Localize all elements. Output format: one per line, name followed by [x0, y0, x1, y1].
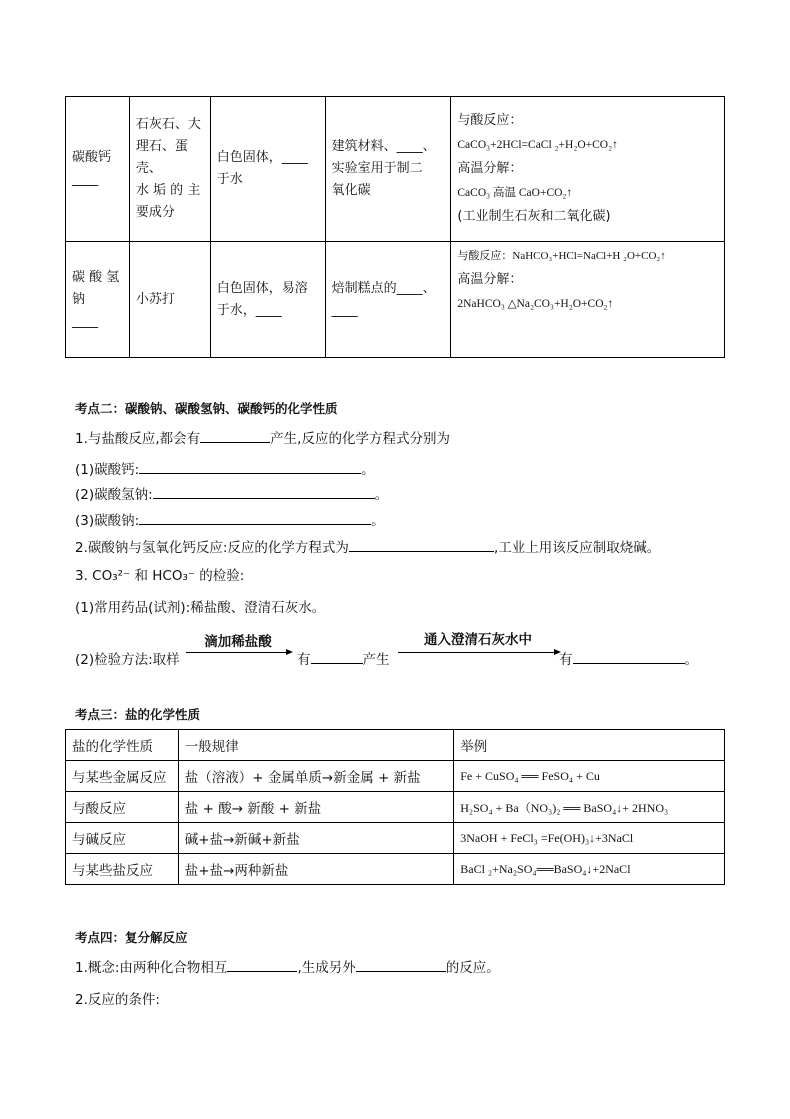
eq-line: 2NaHCO₃ △Na₂CO₃+H₂O+CO₂↑: [457, 298, 614, 310]
question-line: [75, 957, 500, 980]
cell-equations: [451, 97, 725, 242]
cell-uses: [325, 97, 451, 242]
rule-cell: 盐（溶液）+ 金属单质→新金属 + 新盐: [178, 761, 453, 792]
header-cell: 一般规律: [178, 730, 453, 761]
prop-line: 于水: [216, 172, 243, 187]
cell-equations: [451, 242, 725, 358]
eq-line: (工业制生石灰和二氧化碳): [457, 209, 611, 224]
eq-line: 与酸反应：: [457, 113, 523, 128]
property-cell: 与碱反应: [66, 823, 179, 854]
question-line: [75, 428, 450, 451]
question-line: 2.反应的条件:: [75, 992, 160, 1008]
alias-line: 水 垢 的 主: [135, 183, 201, 198]
use-line: 氧化碳: [331, 183, 371, 198]
reaction-arrow-1: [186, 652, 286, 653]
section-title-3: 考点三：盐的化学性质: [75, 707, 201, 722]
answer-blank[interactable]: [139, 512, 371, 525]
header-cell: 盐的化学性质: [66, 730, 179, 761]
answer-blank[interactable]: [311, 651, 363, 664]
table-row: [66, 854, 725, 885]
text: 。: [361, 462, 375, 478]
example-cell: H₂SO₄ + Ba（NO₃)₂ ══ BaSO₄↓+ 2HNO₃: [454, 792, 725, 823]
answer-blank[interactable]: [573, 651, 685, 664]
example-cell: BaCl ₂+Na₂SO₄══BaSO₄↓+2NaCl: [454, 854, 725, 885]
property-cell: 与某些金属反应: [66, 761, 179, 792]
question-line: [75, 537, 660, 560]
prop-line: 白色固体，易溶: [216, 280, 308, 296]
eq-line: 与酸反应：NaHCO₃+HCl=NaCl+H ₂O+CO₂↑: [457, 250, 666, 262]
prop-line: 于水，____: [216, 302, 282, 318]
eq-line: 高温分解：: [457, 161, 523, 176]
alias-line: 理石、蛋壳、: [135, 139, 188, 176]
section-title-2: 考点二：碳酸钠、碳酸氢钠、碳酸钙的化学性质: [75, 401, 338, 416]
use-line: 建筑材料、____、: [331, 139, 436, 154]
text: (3)碳酸钠:: [75, 513, 140, 529]
text: 2.碳酸钠与氢氧化钙反应:反应的化学方程式为: [75, 540, 349, 556]
question-line: [75, 484, 388, 507]
formula-blank: ____: [72, 172, 98, 187]
text: 的反应。: [445, 960, 500, 976]
table-row: [66, 761, 725, 792]
question-line: 3. CO₃²⁻ 和 HCO₃⁻ 的检验:: [75, 568, 245, 584]
question-line: [75, 510, 385, 533]
text: 有: [559, 652, 573, 668]
text: 产生,反应的化学方程式分别为: [270, 431, 450, 447]
property-cell: 与酸反应: [66, 792, 179, 823]
example-cell: Fe + CuSO₄ ══ FeSO₄ + Cu: [454, 761, 725, 792]
table-row-nahco3: [66, 242, 725, 358]
method-start: (2)检验方法:取样: [75, 652, 180, 668]
rule-cell: 盐+盐→两种新盐: [178, 854, 453, 885]
arrowhead-icon: [286, 649, 293, 655]
text: 1.概念:由两种化合物相互: [75, 960, 228, 976]
compound-name: 碳酸钙: [72, 150, 112, 165]
alias-line: 要成分: [135, 205, 175, 220]
compound-name: 钠: [72, 291, 86, 307]
prop-line: 白色固体，____: [216, 150, 308, 165]
table-header-row: [66, 730, 725, 761]
table-row: [66, 792, 725, 823]
cell-uses: [325, 242, 451, 358]
text: (2)碳酸氢钠:: [75, 487, 153, 503]
use-line: 焙制糕点的____、: [331, 280, 436, 296]
table-row-caco3: [66, 97, 725, 242]
text: 。: [371, 513, 385, 529]
method-end: [559, 648, 698, 668]
question-line: (1)常用药品(试剂):稀盐酸、澄清石灰水。: [75, 600, 326, 616]
alias-line: 石灰石、大: [135, 117, 201, 132]
text: 产生: [362, 652, 390, 668]
salt-properties-table: [65, 729, 725, 885]
eq-line: 高温分解：: [457, 272, 523, 287]
cell-properties: [210, 242, 325, 358]
arrow-label-2: 通入澄清石灰水中: [424, 632, 532, 648]
arrow-label-1: 滴加稀盐酸: [204, 634, 272, 650]
text: 1.与盐酸反应,都会有: [75, 431, 201, 447]
reaction-arrow-2: [398, 652, 554, 653]
text: ,工业上用该反应制取烧碱。: [493, 540, 661, 556]
question-line: [75, 459, 375, 482]
text: 。: [684, 652, 698, 668]
carbonate-table: [65, 96, 725, 358]
text: 。: [374, 487, 389, 503]
cell-properties: [210, 97, 325, 242]
text: 有: [297, 652, 311, 668]
table-row: [66, 823, 725, 854]
method-mid: [297, 648, 390, 668]
alias-line: 小苏打: [135, 291, 175, 307]
formula-blank: ____: [72, 313, 98, 329]
text: ,生成另外: [297, 960, 356, 976]
use-line: ____: [331, 302, 358, 318]
eq-line: CaCO₃ 高温 CaO+CO₂↑: [457, 187, 573, 199]
answer-blank[interactable]: [227, 959, 297, 972]
property-cell: 与某些盐反应: [66, 854, 179, 885]
cell-alias: [129, 242, 210, 358]
header-cell: 举例: [454, 730, 725, 761]
text: (1)碳酸钙:: [75, 462, 140, 478]
cell-alias: [129, 97, 210, 242]
answer-blank[interactable]: [139, 461, 361, 474]
answer-blank[interactable]: [349, 539, 494, 552]
cell-name: [66, 97, 130, 242]
answer-blank[interactable]: [200, 430, 270, 443]
rule-cell: 碱+盐→新碱+新盐: [178, 823, 453, 854]
cell-name: [66, 242, 130, 358]
example-cell: 3NaOH + FeCl₃ =Fe(OH)₃↓+3NaCl: [454, 823, 725, 854]
answer-blank[interactable]: [356, 959, 446, 972]
compound-name: 碳 酸 氢: [72, 269, 120, 285]
answer-blank[interactable]: [153, 486, 375, 499]
use-line: 实验室用于制二: [331, 161, 423, 176]
rule-cell: 盐 + 酸→ 新酸 + 新盐: [178, 792, 453, 823]
eq-line: CaCO₃+2HCl=CaCl ₂+H₂O+CO₂↑: [457, 139, 618, 151]
section-title-4: 考点四：复分解反应: [75, 930, 188, 945]
